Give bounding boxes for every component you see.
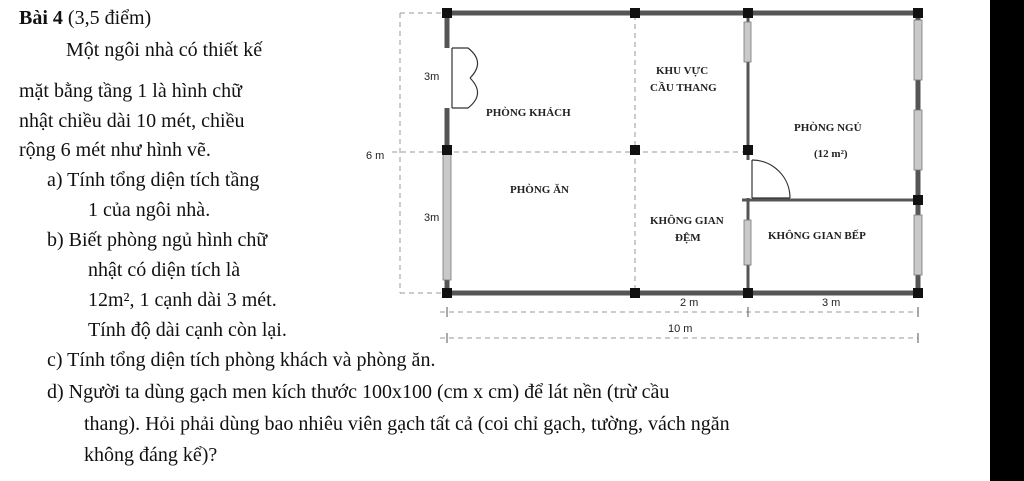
label-bedroom-area: (12 m²) bbox=[814, 148, 848, 160]
part-a-line-2: 1 của ngôi nhà. bbox=[88, 199, 211, 221]
label-stair-line-2: CẦU THANG bbox=[650, 82, 717, 94]
label-living-room: PHÒNG KHÁCH bbox=[486, 107, 571, 119]
dim-bottom-2m: 2 m bbox=[680, 297, 699, 309]
part-d-line-3: không đáng kể)? bbox=[84, 444, 218, 466]
dim-height: 6 m bbox=[366, 150, 385, 162]
intro-line-3: nhật chiều dài 10 mét, chiều bbox=[19, 110, 245, 132]
dim-left-bottom: 3m bbox=[424, 212, 440, 224]
label-buffer-line-2: ĐỆM bbox=[675, 232, 701, 244]
dim-total-10m: 10 m bbox=[668, 323, 693, 335]
part-b-line-4: Tính độ dài cạnh còn lại. bbox=[88, 319, 287, 341]
problem-title: Bài 4 (3,5 điểm) bbox=[19, 7, 152, 29]
part-b-line-3: 12m², 1 cạnh dài 3 mét. bbox=[88, 289, 277, 311]
intro-line-4: rộng 6 mét như hình vẽ. bbox=[19, 139, 211, 161]
label-dining-room: PHÒNG ĂN bbox=[510, 184, 569, 196]
black-edge-bar bbox=[990, 0, 1024, 481]
dim-left-top: 3m bbox=[424, 71, 440, 83]
entrance-door bbox=[452, 48, 478, 108]
part-d-line-1: d) Người ta dùng gạch men kích thước 100x100 (cm x cm) để lát nền (trừ cầu bbox=[47, 381, 670, 403]
part-d-line-2: thang). Hỏi phải dùng bao nhiêu viên gạch tất cả (coi chỉ gạch, tường, vách ngăn bbox=[84, 413, 730, 435]
label-stair-line-1: KHU VỰC bbox=[656, 65, 709, 77]
intro-line-1: Một ngôi nhà có thiết kế bbox=[66, 39, 263, 61]
floor-plan bbox=[360, 0, 960, 345]
label-kitchen: KHÔNG GIAN BẾP bbox=[768, 230, 866, 242]
part-b-line-1: b) Biết phòng ngủ hình chữ bbox=[47, 229, 268, 251]
label-buffer-line-1: KHÔNG GIAN bbox=[650, 215, 724, 227]
intro-line-2: mặt bằng tầng 1 là hình chữ bbox=[19, 80, 243, 102]
bedroom-door bbox=[752, 160, 790, 198]
dimension-guides bbox=[392, 13, 918, 338]
label-bedroom: PHÒNG NGỦ bbox=[794, 122, 862, 134]
dim-bottom-3m: 3 m bbox=[822, 297, 841, 309]
columns bbox=[442, 8, 923, 298]
part-b-line-2: nhật có diện tích là bbox=[88, 259, 241, 281]
part-c: c) Tính tổng diện tích phòng khách và phòng ăn. bbox=[47, 349, 436, 371]
part-a-line-1: a) Tính tổng diện tích tầng bbox=[47, 169, 260, 191]
